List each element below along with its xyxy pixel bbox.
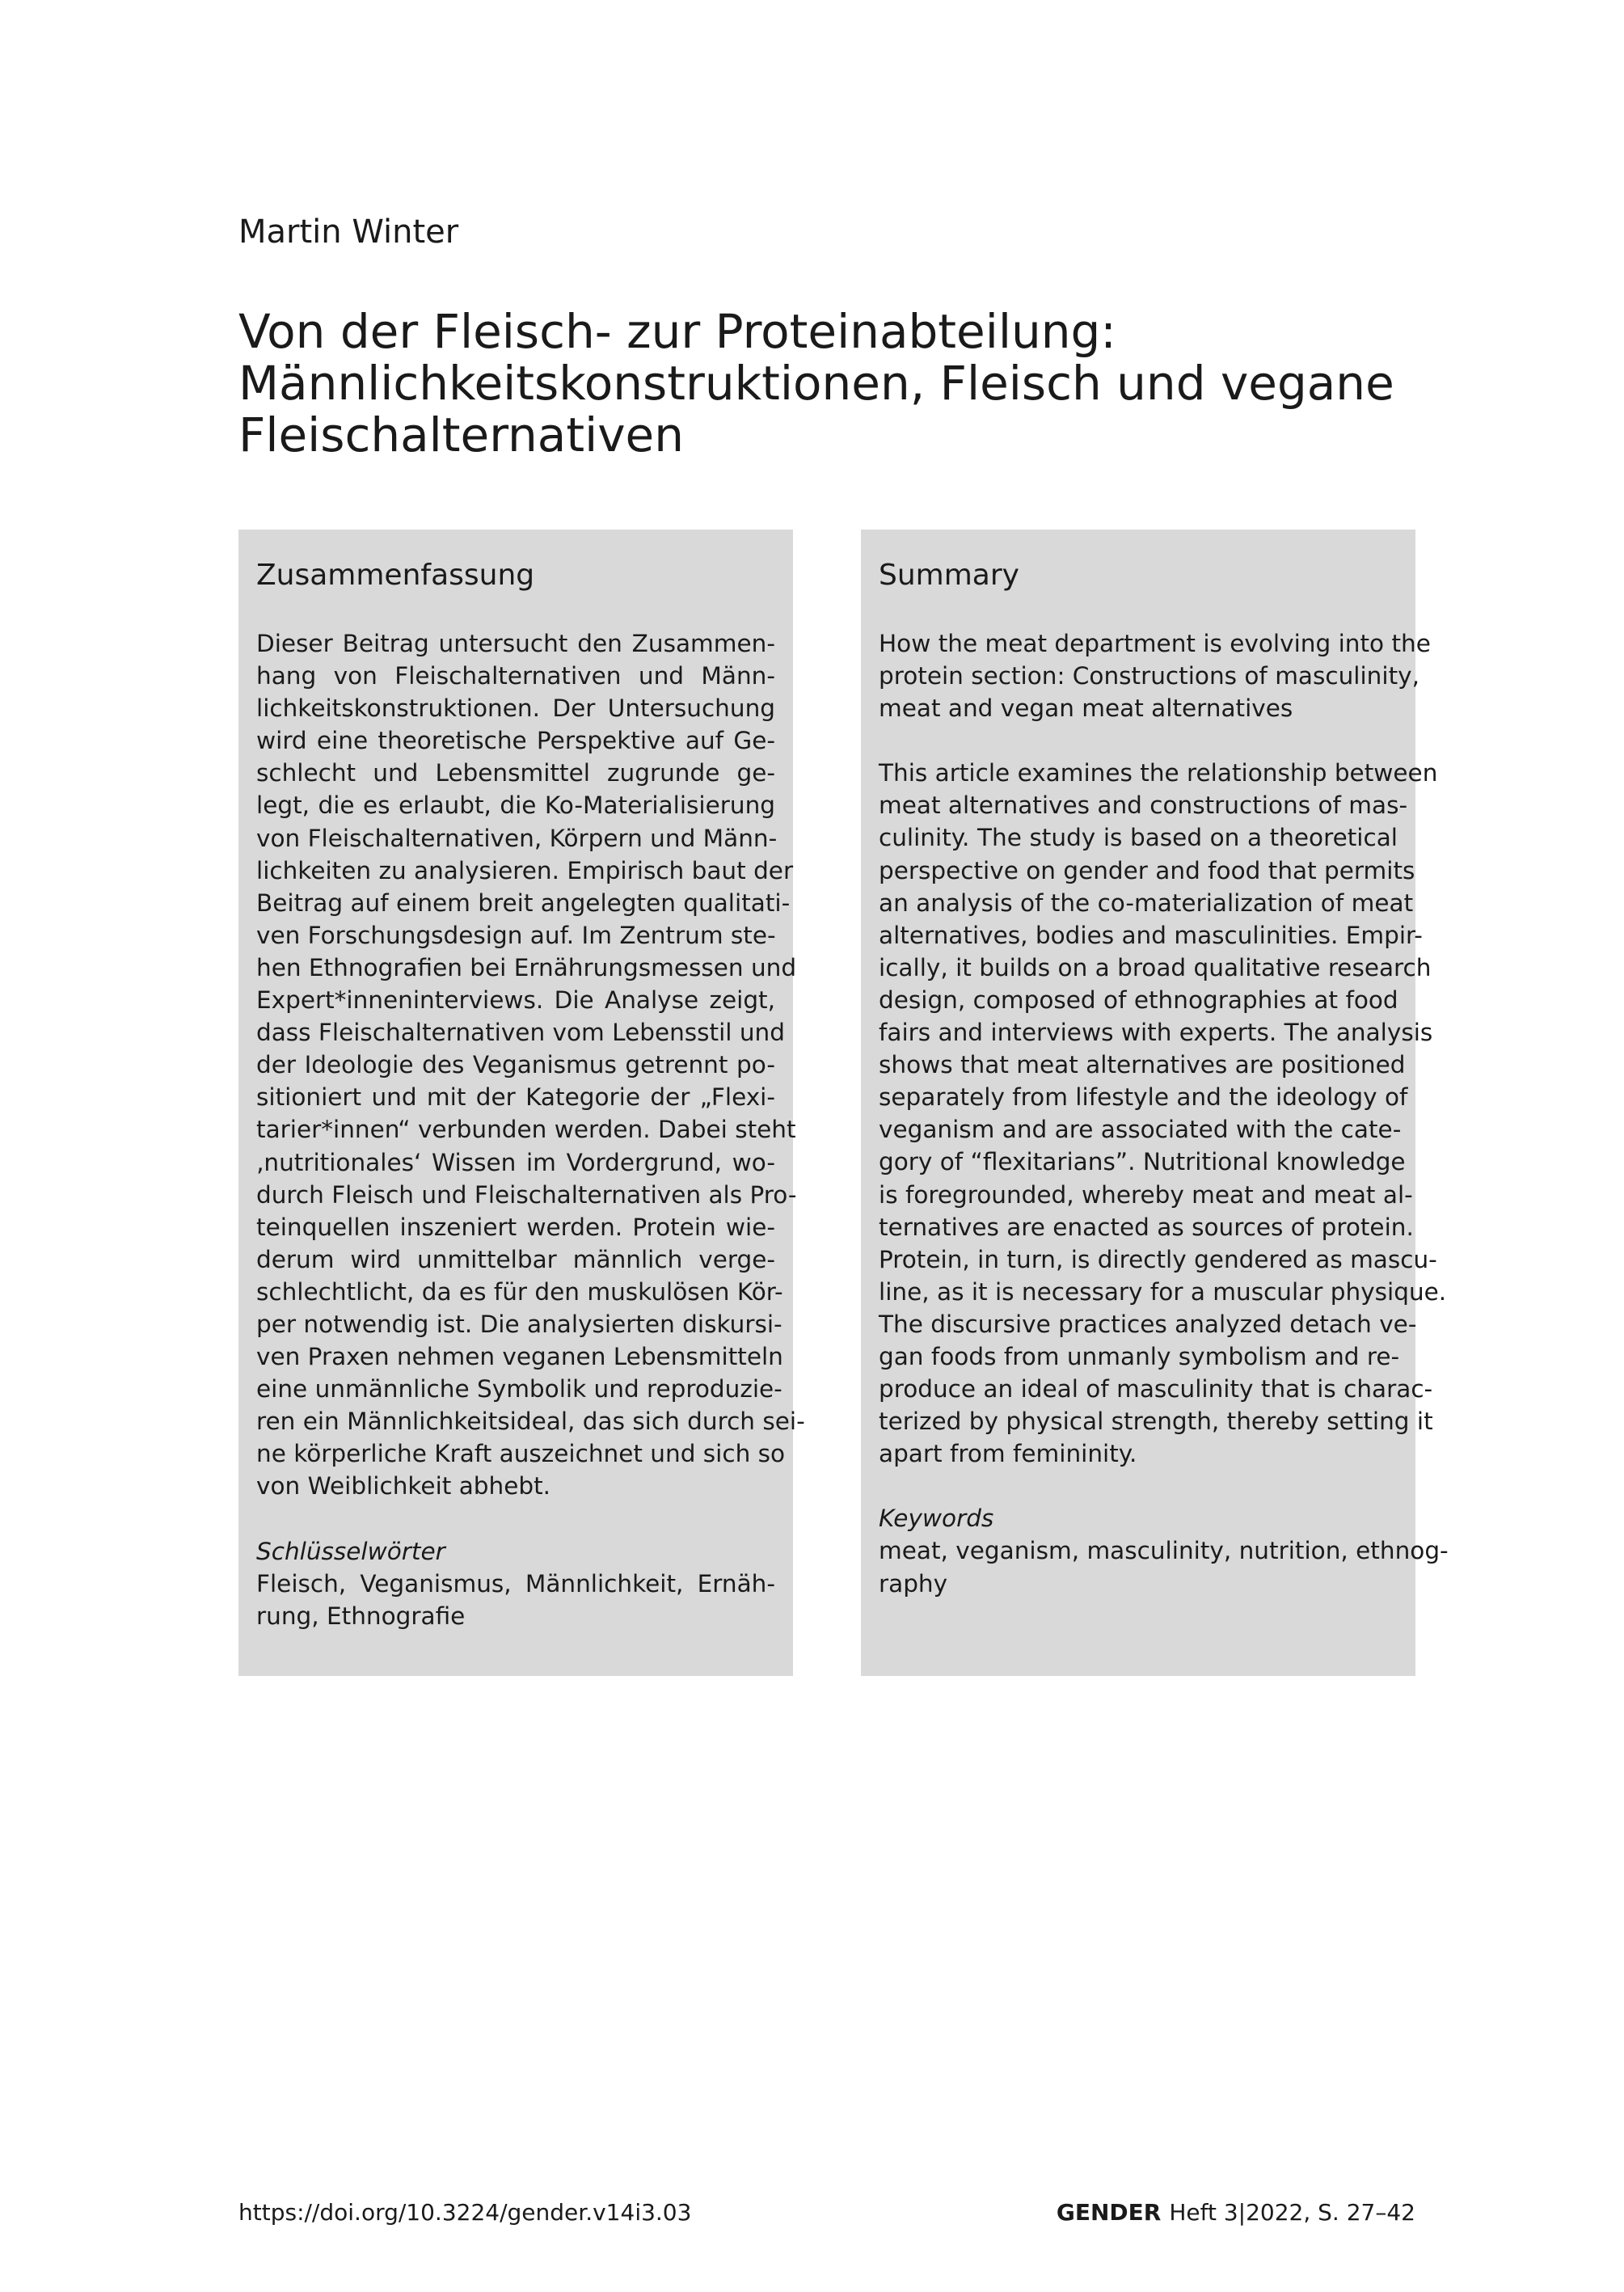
text-line: fairs and interviews with experts. The analysis (879, 1019, 1433, 1047)
text-line: Fleisch, Veganismus, Männlichkeit, Ernäh- (256, 1569, 775, 1598)
author-name: Martin Winter (238, 213, 459, 251)
text-line: produce an ideal of masculinity that is charac- (879, 1375, 1433, 1403)
text-line: per notwendig ist. Die analysierten diskursi- (256, 1310, 782, 1338)
text-line: ren ein Männlichkeitsideal, das sich durch sei- (256, 1408, 805, 1436)
text-line: der Ideologie des Veganismus getrennt po- (256, 1051, 775, 1079)
text-line: protein section: Constructions of masculinity, (879, 662, 1419, 690)
abstract-german-heading: Zusammenfassung (256, 559, 535, 592)
text-line: schlechtlicht, da es für den muskulösen Kör- (256, 1277, 783, 1306)
text-line: Beitrag auf einem breit angelegten qualitati- (256, 889, 791, 917)
keywords-german-heading: Schlüsselwörter (256, 1537, 445, 1565)
text-line: This article examines the relationship between (879, 759, 1438, 787)
keywords-german-list (256, 1568, 775, 1632)
text-line: wird eine theoretische Perspektive auf Ge- (256, 727, 775, 755)
abstract-german-text (256, 627, 805, 1503)
text-line: an analysis of the co-materialization of meat (879, 889, 1414, 917)
text-line: ven Praxen nehmen veganen Lebensmitteln (256, 1343, 783, 1371)
text-line: ven Forschungsdesign auf. Im Zentrum ste- (256, 921, 776, 949)
text-line: hen Ethnografien bei Ernährungsmessen und (256, 953, 797, 981)
text-line: lichkeitskonstruktionen. Der Untersuchung (256, 694, 775, 723)
text-line: gan foods from unmanly symbolism and re- (879, 1342, 1400, 1370)
text-line: teinquellen inszeniert werden. Protein wie- (256, 1213, 775, 1241)
title-line: Von der Fleisch- zur Proteinabteilung: (238, 304, 1116, 359)
doi-link[interactable]: https://doi.org/10.3224/gender.v14i3.03 (238, 2199, 692, 2226)
keywords-english-heading: Keywords (879, 1505, 994, 1533)
text-line: meat alternatives and constructions of mas- (879, 791, 1408, 820)
journal-citation (1057, 2199, 1415, 2227)
text-line: ternatives are enacted as sources of protein. (879, 1213, 1414, 1241)
text-line: ically, it builds on a broad qualitative research (879, 953, 1432, 981)
text-line: terized by physical strength, thereby setting it (879, 1408, 1433, 1436)
text-line: culinity. The study is based on a theoretical (879, 824, 1398, 852)
text-line: Protein, in turn, is directly gendered as mascu- (879, 1245, 1437, 1273)
text-line: apart from femininity. (879, 1440, 1137, 1468)
article-title (238, 306, 1451, 461)
text-line: eine unmännliche Symbolik und reproduzie- (256, 1375, 782, 1403)
text-line: Dieser Beitrag untersucht den Zusammen- (256, 630, 775, 657)
text-line: raphy (879, 1569, 948, 1598)
journal-name: GENDER (1056, 2199, 1162, 2226)
text-line: The discursive practices analyzed detach ve- (879, 1310, 1417, 1338)
text-line: schlecht und Lebensmittel zugrunde ge- (256, 759, 775, 787)
text-line: design, composed of ethnographies at food (879, 986, 1398, 1014)
text-line: meat, veganism, masculinity, nutrition, ethnog- (879, 1537, 1449, 1565)
text-line: lichkeiten zu analysieren. Empirisch baut der (256, 856, 794, 884)
text-line: gory of “flexitarians”. Nutritional knowledge (879, 1148, 1406, 1176)
abstract-english-heading: Summary (879, 559, 1019, 592)
text-line: derum wird unmittelbar männlich verge- (256, 1245, 775, 1273)
title-line: Fleischalternativen (238, 407, 684, 462)
text-line: von Weiblichkeit abhebt. (256, 1472, 551, 1501)
text-line: legt, die es erlaubt, die Ko-Materialisierung (256, 791, 775, 820)
title-line: Männlichkeitskonstruktionen, Fleisch und vegane (238, 356, 1394, 411)
issue-pages: Heft 3|2022, S. 27–42 (1169, 2199, 1415, 2226)
text-line: durch Fleisch und Fleischalternativen als Pro- (256, 1180, 797, 1209)
text-line: hang von Fleischalternativen und Männ- (256, 662, 775, 690)
text-line: veganism and are associated with the cate- (879, 1116, 1402, 1144)
text-line: sitioniert und mit der Kategorie der „Flexi- (256, 1083, 775, 1112)
abstract-english-box (861, 530, 1449, 1676)
text-line: rung, Ethnografie (256, 1602, 466, 1630)
text-line: von Fleischalternativen, Körpern und Männ- (256, 824, 778, 852)
english-title-translation (879, 627, 1431, 724)
text-line: ne körperliche Kraft auszeichnet und sich so (256, 1440, 786, 1468)
text-line: dass Fleischalternativen vom Lebensstil und (256, 1019, 785, 1047)
text-line: perspective on gender and food that permits (879, 856, 1415, 884)
text-line: line, as it is necessary for a muscular physique. (879, 1277, 1447, 1306)
text-line: is foregrounded, whereby meat and meat al- (879, 1180, 1413, 1209)
text-line: alternatives, bodies and masculinities. Empir- (879, 921, 1423, 949)
text-line: How the meat department is evolving into the (879, 630, 1431, 657)
text-line: Expert*inneninterviews. Die Analyse zeigt, (256, 986, 775, 1015)
text-line: tarier*innen“ verbunden werden. Dabei steht (256, 1116, 796, 1144)
abstract-english-text (879, 757, 1447, 1470)
text-line: shows that meat alternatives are positioned (879, 1051, 1406, 1079)
text-line: separately from lifestyle and the ideology of (879, 1083, 1408, 1112)
text-line: ‚nutritionales‘ Wissen im Vordergrund, wo- (256, 1148, 775, 1176)
keywords-english-list (879, 1534, 1449, 1599)
abstract-german-box (238, 530, 805, 1676)
text-line: meat and vegan meat alternatives (879, 694, 1293, 723)
